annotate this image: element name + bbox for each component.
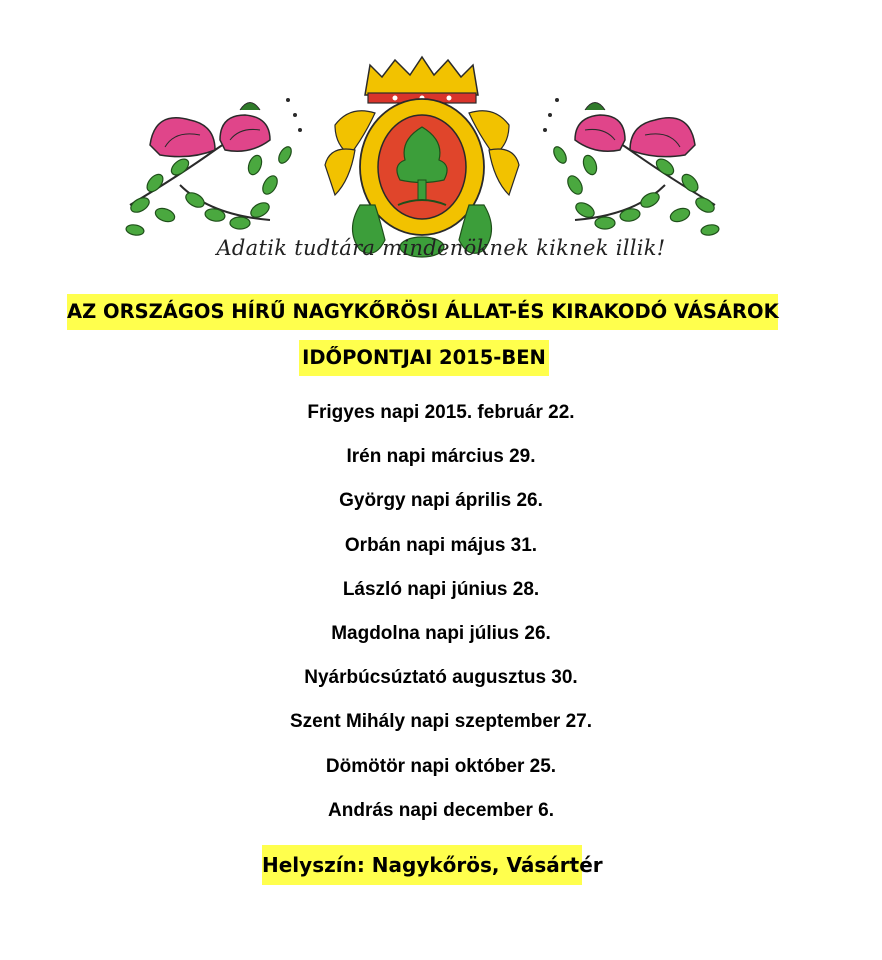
right-flower-ornament [543, 98, 720, 236]
page-title-line-1: AZ ORSZÁGOS HÍRŰ NAGYKŐRÖSI ÁLLAT-ÉS KIRAKODÓ VÁSÁROK [67, 294, 778, 330]
location-label: Helyszín: Nagykőrös, Vásártér [262, 845, 582, 885]
list-item: Irén napi március 29. [346, 446, 536, 468]
fair-dates-list [0, 398, 882, 840]
list-item: Frigyes napi 2015. február 22. [307, 402, 575, 423]
list-item: Orbán napi május 31. [344, 534, 538, 556]
coat-of-arms [325, 57, 519, 257]
list-item: Magdolna napi július 26. [331, 622, 551, 644]
left-flower-ornament [125, 98, 302, 236]
page-title-line-2: IDŐPONTJAI 2015-BEN [299, 340, 549, 376]
list-item: László napi június 28. [342, 578, 540, 600]
list-item: Dömötör napi október 25. [325, 755, 557, 777]
list-item: András napi december 6. [328, 799, 554, 821]
list-item: György napi április 26. [339, 490, 543, 512]
list-item: Nyárbúcsúztató augusztus 30. [304, 667, 578, 689]
motto-text: Adatik tudtára mindenöknek kiknek illik! [216, 236, 666, 260]
list-item: Szent Mihály napi szeptember 27. [290, 711, 592, 733]
